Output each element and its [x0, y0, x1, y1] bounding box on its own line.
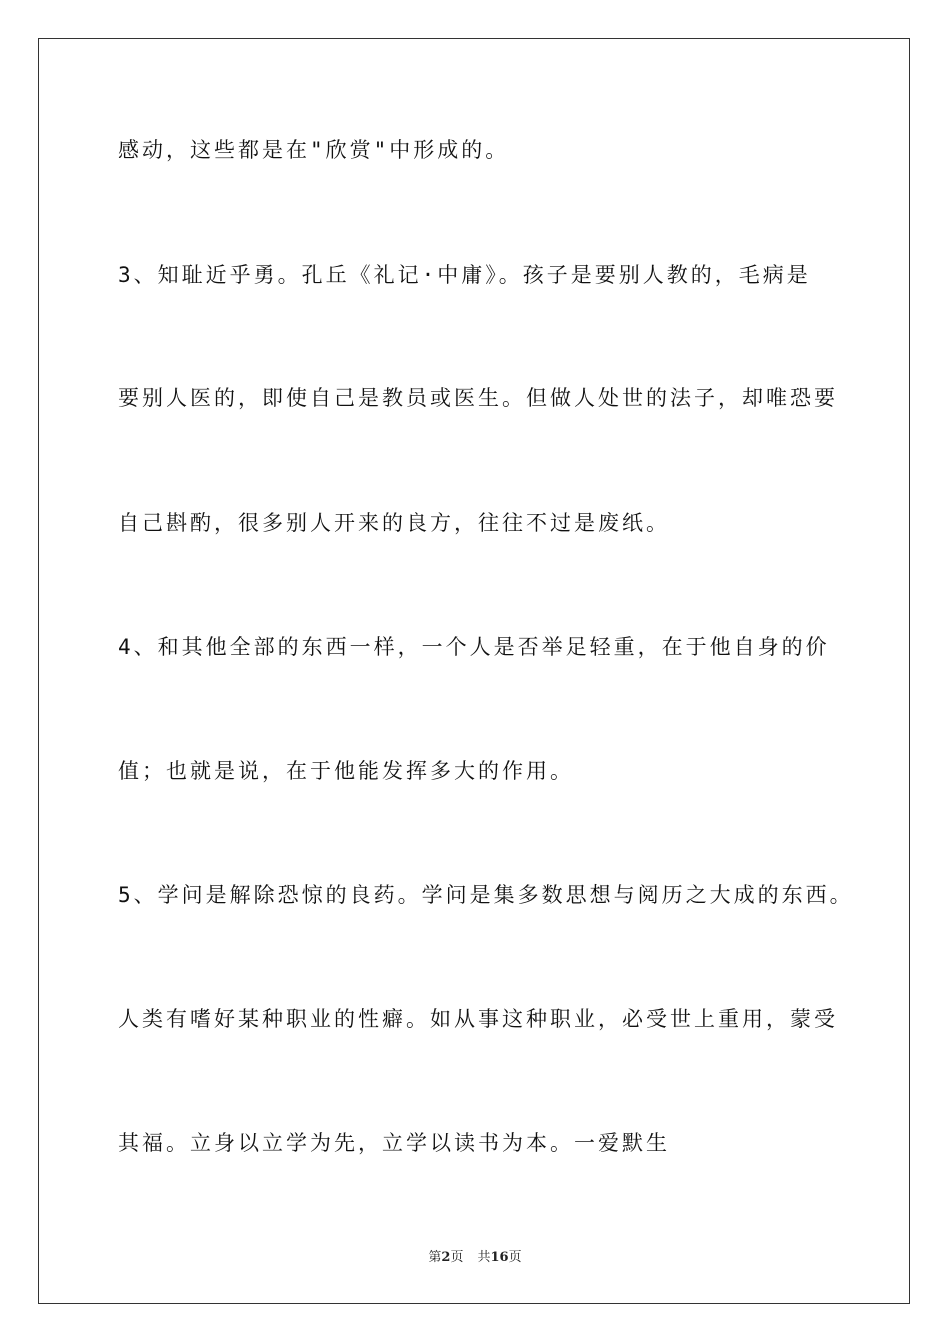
footer-page-suffix: 页	[450, 1250, 464, 1265]
text-line-9: 其福。立身以立学为先，立学以读书为本。一爱默生	[118, 1131, 670, 1155]
footer-total-suffix: 页	[508, 1250, 522, 1265]
footer-page-prefix: 第	[428, 1250, 442, 1265]
text-line-7: 5、学问是解除恐惊的良药。学问是集多数思想与阅历之大成的东西。	[118, 883, 854, 907]
page-border	[38, 38, 910, 1304]
text-line-1: 感动，这些都是在"欣赏"中形成的。	[118, 138, 510, 162]
text-line-3: 要别人医的，即使自己是教员或医生。但做人处世的法子，却唯恐要	[118, 386, 838, 410]
page-footer	[0, 1246, 950, 1265]
text-line-5: 4、和其他全部的东西一样，一个人是否举足轻重，在于他自身的价	[118, 635, 830, 659]
footer-total-prefix: 共	[477, 1250, 491, 1265]
text-line-4: 自己斟酌，很多别人开来的良方，往往不过是废纸。	[118, 511, 670, 535]
text-line-2: 3、知耻近乎勇。孔丘《礼记·中庸》。孩子是要别人教的，毛病是	[118, 263, 811, 287]
text-line-8: 人类有嗜好某种职业的性癖。如从事这种职业，必受世上重用，蒙受	[118, 1007, 838, 1031]
footer-total-pages: 16	[490, 1250, 509, 1265]
text-line-6: 值；也就是说，在于他能发挥多大的作用。	[118, 759, 574, 783]
footer-page-number: 2	[441, 1250, 451, 1265]
